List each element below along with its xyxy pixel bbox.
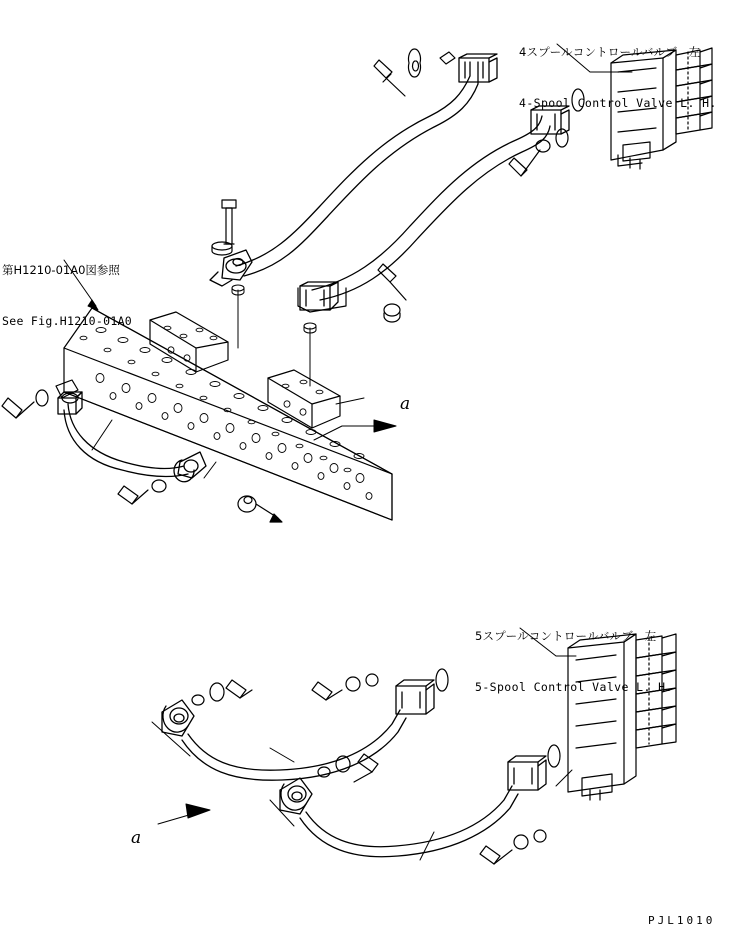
control-valve-5-spool-english: 5-Spool Control Valve L. H. (475, 680, 673, 695)
hydraulic-tube-lower-left (162, 680, 434, 780)
control-valve-5-spool-japanese: 5スプールコントロールバルブ 左 (475, 628, 657, 643)
plug-leaders (232, 285, 316, 386)
manifold-riser-right (268, 370, 340, 428)
bolt-group-manifold-lower (118, 480, 282, 522)
hydraulic-tube-manifold-left (58, 392, 206, 482)
leader-callout-a-lower (158, 804, 210, 824)
control-valve-4-spool-japanese: 4スプールコントロールバルブ 左 (519, 44, 701, 59)
reference-note-english: See Fig.H1210-01A0 (2, 314, 133, 329)
bolt-group-bottom-2 (312, 674, 378, 700)
manifold-riser-left (150, 312, 228, 372)
callout-a-lower: a (131, 828, 142, 848)
drawing-code: PJL1010 (648, 914, 716, 927)
bolt-upper-joint (222, 200, 236, 244)
reference-note (2, 226, 132, 366)
reference-note-japanese: 第H1210-01A0図参照 (2, 262, 120, 277)
control-valve-4-spool-english: 4-Spool Control Valve L. H. (519, 96, 717, 111)
callout-a-upper: a (400, 394, 411, 414)
hydraulic-tube-lower-right (280, 756, 546, 857)
bolt-group-top-left (374, 49, 455, 96)
control-valve-4-spool-label (519, 8, 717, 148)
bolt-group-bottom-1 (192, 680, 252, 705)
hydraulic-tube-upper-long (210, 54, 497, 286)
bolt-group-bottom-4 (480, 830, 546, 864)
bolt-group-manifold-left (2, 380, 78, 418)
control-valve-5-spool-label (475, 592, 673, 732)
